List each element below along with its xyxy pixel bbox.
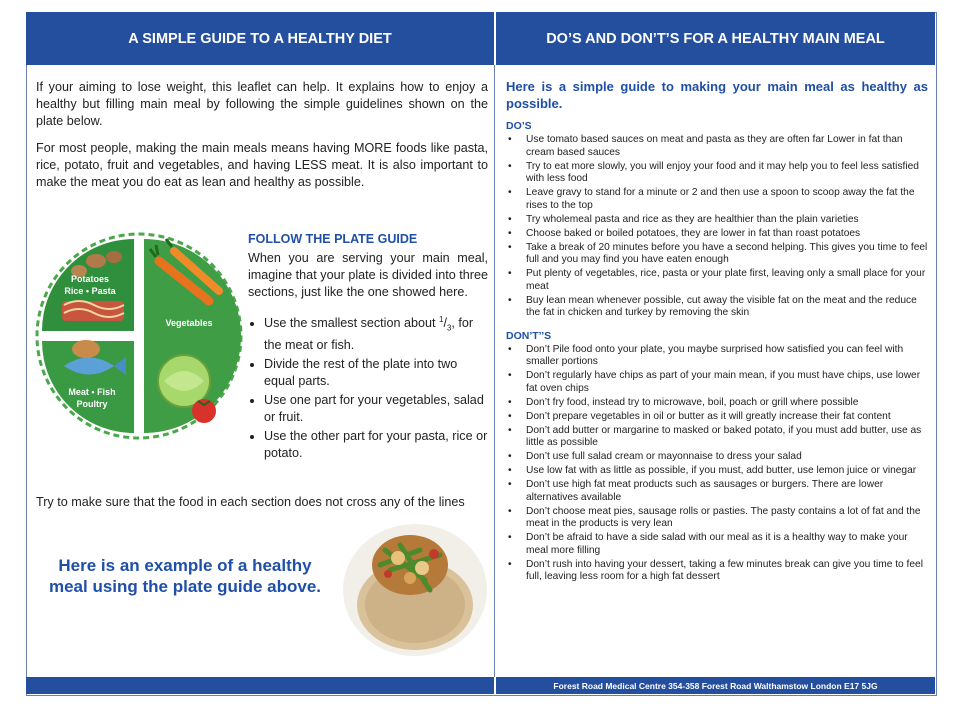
list-item: • Don’t add butter or margarine to masked or baked potato, if you must add butter, use as little as possible <box>506 425 928 450</box>
plate-guide-paragraph: When you are serving your main meal, imagine that your plate is divided into three sections, just like the one showed here. <box>248 251 488 299</box>
dos-list <box>506 134 928 320</box>
list-item: • Don’t choose meat pies, sausage rolls or pasties. The pasty contains a lot of fat and the meat in the products is very lean <box>506 506 928 531</box>
column-divider <box>494 65 495 677</box>
practice-address: Forest Road Medical Centre 354-358 Forest Road Walthamstow London E17 5JG <box>553 680 878 691</box>
list-item: • Use the smallest section about $^1/_3$, for the meat or fish. <box>264 311 488 354</box>
example-meal-photo <box>330 510 490 660</box>
header-bar <box>26 12 935 65</box>
dos-heading: DO’S <box>506 120 532 132</box>
plate-label-meat-fish: Meat • Fish <box>68 387 116 397</box>
list-item: • Use tomato based sauces on meat and pasta as they are often far Lower in fat than cream based sauces <box>506 134 928 159</box>
plate-guide-list <box>248 311 488 462</box>
plate-label-rice-pasta: Rice • Pasta <box>64 286 116 296</box>
list-item: • Don’t regularly have chips as part of your main mean, if you must have chips, use lower fat oven chips <box>506 370 928 395</box>
intro-paragraph: If your aiming to lose weight, this leaflet can help. It explains how to enjoy a healthy but filling main meal by following the simple guidelines shown on the plate below. <box>36 80 488 128</box>
footer-bar <box>26 677 935 694</box>
list-item: • Use low fat with as little as possible, if you must, add butter, use lemon juice or vinegar <box>506 465 928 478</box>
plate-label-vegetables: Vegetables <box>165 318 213 328</box>
list-item: • Take a break of 20 minutes before you have a second helping. This gives you time to feel full and you may find you have eaten enough <box>506 242 928 267</box>
donts-heading: DON’T’’S <box>506 329 552 342</box>
list-item: • Use one part for your vegetables, salad or fruit. <box>264 392 488 426</box>
plate-label-poultry: Poultry <box>76 399 108 409</box>
left-column-title: A SIMPLE GUIDE TO A HEALTHY DIET <box>128 30 392 47</box>
right-column <box>506 79 928 594</box>
left-column-intro <box>36 79 488 201</box>
main-meal-intro: Here is a simple guide to making your main meal as healthy as possible. <box>506 79 928 111</box>
list-item: • Put plenty of vegetables, rice, pasta or your plate first, leaving only a small place for your meat <box>506 268 928 293</box>
example-meal-caption: Here is an example of a healthy meal using the plate guide above. <box>48 556 322 596</box>
plate-guide-illustration <box>34 231 244 441</box>
plate-guide-text <box>248 231 488 464</box>
list-item: • Don’t fry food, instead try to microwave, boil, poach or grill where possible <box>506 397 928 410</box>
list-item: • Try wholemeal pasta and rice as they are healthier than the plain varieties <box>506 214 928 227</box>
meals-paragraph: For most people, making the main meals means having MORE foods like pasta, rice, potato, fruit and vegetables, and having LESS meat. It is also important to make the meat you do eat as lean and healthy as possible. <box>36 141 488 189</box>
list-item: • Don’t use high fat meat products such as sausages or burgers. There are lower alternatives available <box>506 479 928 504</box>
plate-guide-heading: FOLLOW THE PLATE GUIDE <box>248 232 418 246</box>
list-item: • Choose baked or boiled potatoes, they are lower in fat than roast potatoes <box>506 228 928 241</box>
list-item: • Use the other part for your pasta, rice or potato. <box>264 428 488 462</box>
list-item: • Leave gravy to stand for a minute or 2 and then use a spoon to scoop away the fat the rises to the top <box>506 187 928 212</box>
donts-list <box>506 344 928 584</box>
section-lines-note: Try to make sure that the food in each section does not cross any of the lines <box>36 495 465 509</box>
list-item: • Don’t be afraid to have a side salad with our meal as it is a healthy way to make your meal more filling <box>506 532 928 557</box>
plate-label-potatoes: Potatoes <box>70 274 110 284</box>
list-item: • Don’t use full salad cream or mayonnaise to dress your salad <box>506 451 928 464</box>
list-item: • Don’t rush into having your dessert, taking a few minutes break can give you time to feel full, leaving less room for a high fat dessert <box>506 559 928 584</box>
list-item: • Divide the rest of the plate into two equal parts. <box>264 356 488 390</box>
right-column-title: DO’S AND DON’T’S FOR A HEALTHY MAIN MEAL <box>546 30 885 47</box>
list-item: • Don’t Pile food onto your plate, you maybe surprised how satisfied you can feel with smaller portions <box>506 344 928 369</box>
list-item: • Don’t prepare vegetables in oil or butter as it will greatly increase their fat content <box>506 411 928 424</box>
list-item: • Try to eat more slowly, you will enjoy your food and it may help you to feel less satisfied with less food <box>506 161 928 186</box>
list-item: • Buy lean mean whenever possible, cut away the visible fat on the meat and the reduce the fat in chicken and turkey by removing the skin <box>506 295 928 320</box>
